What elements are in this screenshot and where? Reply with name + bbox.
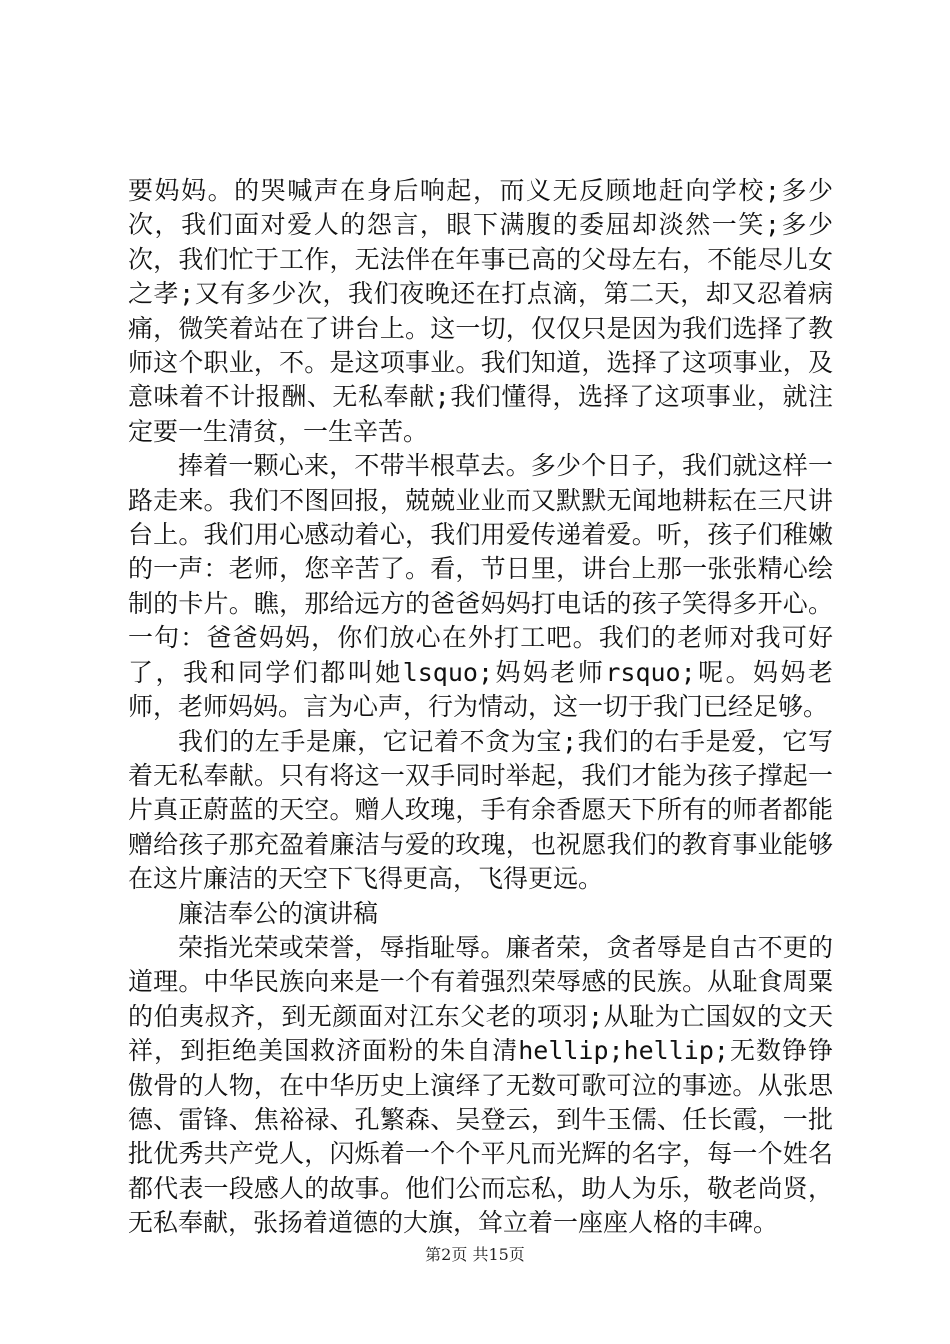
paragraph-3: 我们的左手是廉，它记着不贪为宝;我们的右手是爱，它写着无私奉献。只有将这一双手同时举起，我们才能为孩子撑起一片真正蔚蓝的天空。赠人玫瑰，手有余香愿天下所有的师者都能赠给孩子那充盈着廉洁与爱的玫瑰，也祝愿我们的教育事业能够在这片廉洁的天空下飞得更高，飞得更远。 [128,726,833,894]
paragraph-1: 要妈妈。的哭喊声在身后响起，而义无反顾地赶向学校;多少次，我们面对爱人的怨言，眼下满腹的委屈却淡然一笑;多少次，我们忙于工作，无法伴在年事已高的父母左右，不能尽儿女之孝;又有多少次，我们夜晚还在打点滴，第二天，却又忍着病痛，微笑着站在了讲台上。这一切，仅仅只是因为我们选择了教师这个职业，不。是这项事业。我们知道，选择了这项事业，及意味着不计报酬、无私奉献;我们懂得，选择了这项事业，就注定要一生清贫，一生辛苦。 [128,176,833,446]
paragraph-4: 荣指光荣或荣誉，辱指耻辱。廉者荣，贪者辱是自古不更的道理。中华民族向来是一个有着强烈荣辱感的民族。从耻食周粟的伯夷叔齐，到无颜面对江东父老的项羽;从耻为亡国奴的文天祥，到拒绝美国救济面粉的朱自清hellip;hellip;无数铮铮傲骨的人物，在中华历史上演绎了无数可歌可泣的事迹。从张思德、雷锋、焦裕禄、孔繁森、吴登云，到牛玉儒、任长霞，一批批优秀共产党人，闪烁着一个个平凡而光辉的名字，每一个姓名都代表一段感人的故事。他们公而忘私，助人为乐，敬老尚贤，无私奉献，张扬着道德的大旗，耸立着一座座人格的丰碑。 [128,932,833,1238]
paragraph-2: 捧着一颗心来，不带半根草去。多少个日子，我们就这样一路走来。我们不图回报，兢兢业业而又默默无闻地耕耘在三尺讲台上。我们用心感动着心，我们用爱传递着爱。听，孩子们稚嫩的一声：老师，您辛苦了。看，节日里，讲台上那一张张精心绘制的卡片。瞧，那给远方的爸爸妈妈打电话的孩子笑得多开心。一句：爸爸妈妈，你们放心在外打工吧。我们的老师对我可好了，我和同学们都叫她lsquo;妈妈老师rsquo;呢。妈妈老师，老师妈妈。言为心声，行为情动，这一切于我门已经足够。 [128,451,833,722]
document-body [128,174,833,1241]
section-heading: 廉洁奉公的演讲稿 [178,898,379,928]
page-footer: 第2页 共15页 [425,1245,525,1264]
